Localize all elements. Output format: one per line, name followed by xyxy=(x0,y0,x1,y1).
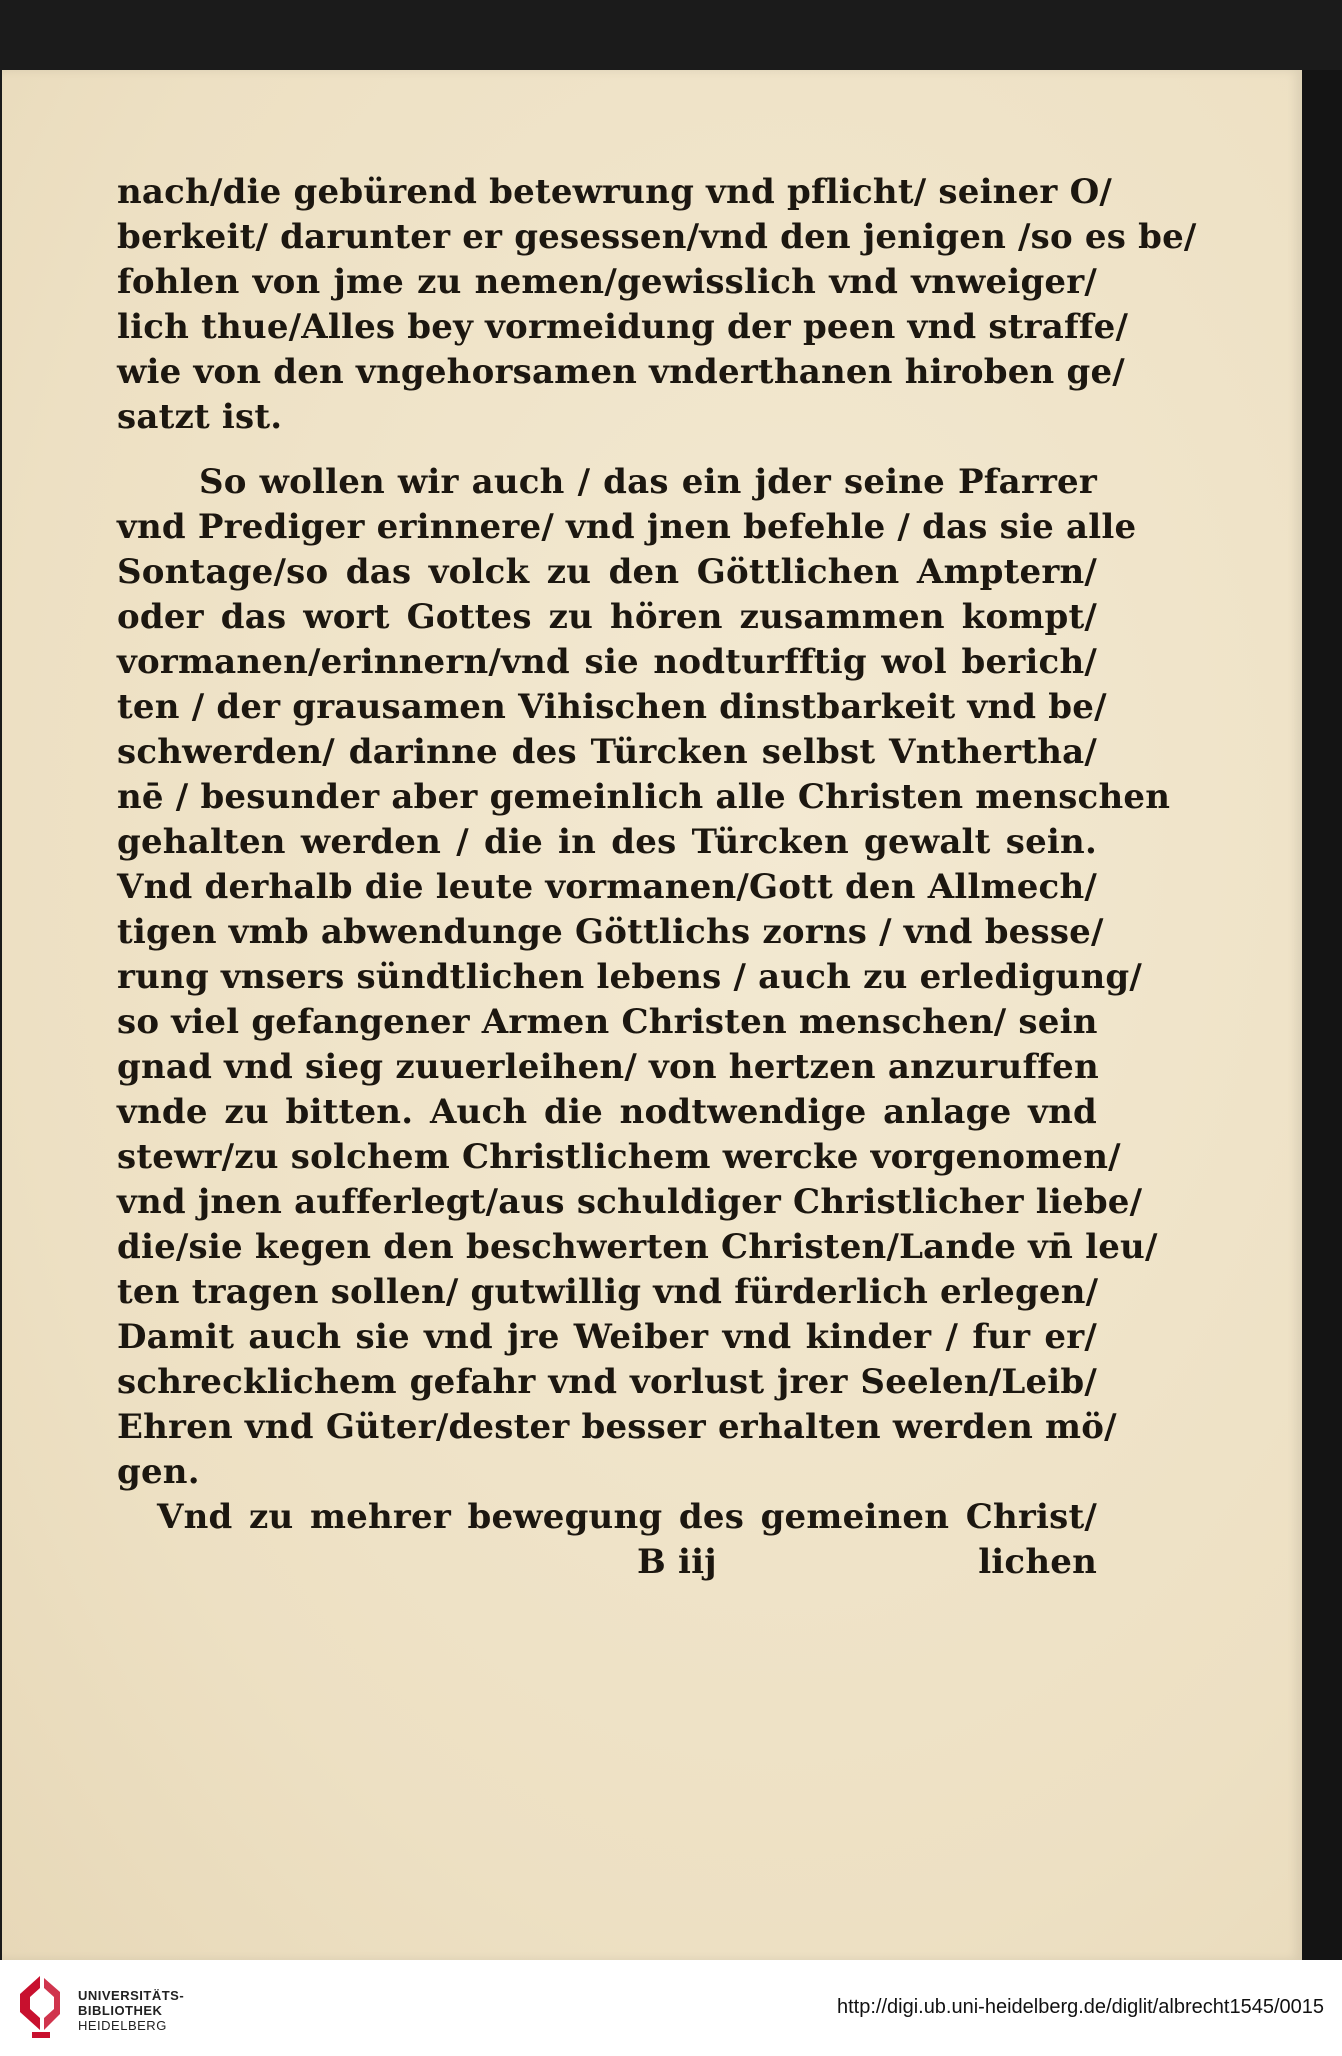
footer-bar xyxy=(0,1960,1342,2056)
scan-border-top xyxy=(0,0,1342,70)
university-logo-text xyxy=(78,1988,184,2033)
text-line: satzt ist. xyxy=(117,397,283,437)
text-line: so viel gefangener Armen Christen menschen/ sein xyxy=(117,1002,1098,1042)
text-line: Vnd derhalb die leute vormanen/Gott den Allmech/ xyxy=(117,867,1097,907)
text-line: stewr/zu solchem Christlichem wercke vorgenomen/ xyxy=(117,1137,1121,1177)
text-line: schwerden/ darinne des Türcken selbst Vnthertha/ xyxy=(117,732,1097,772)
text-line: nē / besunder aber gemeinlich alle Christen menschen xyxy=(117,777,1171,817)
text-line: Vnd zu mehrer bewegung des gemeinen Christ/ xyxy=(157,1497,1097,1537)
text-line: Ehren vnd Güter/dester besser erhalten werden mö/ xyxy=(117,1407,1117,1447)
text-line: fohlen von jme zu nemen/gewisslich vnd vnweiger/ xyxy=(117,262,1097,302)
text-line: nach/die gebürend betewrung vnd pflicht/ seiner O/ xyxy=(117,172,1113,212)
text-line: vnde zu bitten. Auch die nodtwendige anlage vnd xyxy=(117,1092,1097,1132)
text-line: Damit auch sie vnd jre Weiber vnd kinder / fur er/ xyxy=(117,1317,1097,1357)
text-line: tigen vmb abwendunge Göttlichs zorns / vnd besse/ xyxy=(117,912,1104,952)
book-page xyxy=(2,70,1302,1960)
catchword: lichen xyxy=(978,1542,1097,1582)
logo-line: HEIDELBERG xyxy=(78,2018,167,2033)
signature-mark: B iij xyxy=(637,1542,717,1582)
text-line: ten tragen sollen/ gutwillig vnd fürderlich erlegen/ xyxy=(117,1272,1099,1312)
text-line: rung vnsers sündtlichen lebens / auch zu erledigung/ xyxy=(117,957,1142,997)
text-line: ten / der grausamen Vihischen dinstbarkeit vnd be/ xyxy=(117,687,1107,727)
text-line: gnad vnd sieg zuuerleihen/ von hertzen anzuruffen xyxy=(117,1047,1099,1087)
text-line: vormanen/erinnern/vnd sie nodturfftig wol berich/ xyxy=(117,642,1097,682)
text-line: gehalten werden / die in des Türcken gewalt sein. xyxy=(117,822,1097,862)
text-line: oder das wort Gottes zu hören zusammen kompt/ xyxy=(117,597,1097,637)
text-line: vnd Prediger erinnere/ vnd jnen befehle / das sie alle xyxy=(117,507,1137,547)
logo-line: UNIVERSITÄTS- xyxy=(78,1988,185,2003)
text-line: gen. xyxy=(117,1452,200,1492)
text-line: schrecklichem gefahr vnd vorlust jrer Seelen/Leib/ xyxy=(117,1362,1097,1402)
university-logo-icon xyxy=(14,1972,66,2042)
source-url-link[interactable]: http://digi.ub.uni-heidelberg.de/diglit/albrecht1545/0015 xyxy=(836,1996,1324,2018)
scan-border-right xyxy=(1302,70,1342,1960)
text-line: lich thue/Alles bey vormeidung der peen vnd straffe/ xyxy=(117,307,1129,347)
text-line: wie von den vngehorsamen vnderthanen hiroben ge/ xyxy=(117,352,1125,392)
text-line: Sontage/so das volck zu den Göttlichen Amptern/ xyxy=(117,552,1097,592)
paragraph-start-line: So wollen wir auch / das ein jder seine Pfarrer xyxy=(199,462,1097,502)
text-line: die/sie kegen den beschwerten Christen/Lande vn̄ leu/ xyxy=(117,1227,1158,1267)
logo-line: BIBLIOTHEK xyxy=(78,2003,163,2018)
text-line: vnd jnen aufferlegt/aus schuldiger Christlicher liebe/ xyxy=(117,1182,1143,1222)
text-line: berkeit/ darunter er gesessen/vnd den jenigen /so es be/ xyxy=(117,217,1197,257)
